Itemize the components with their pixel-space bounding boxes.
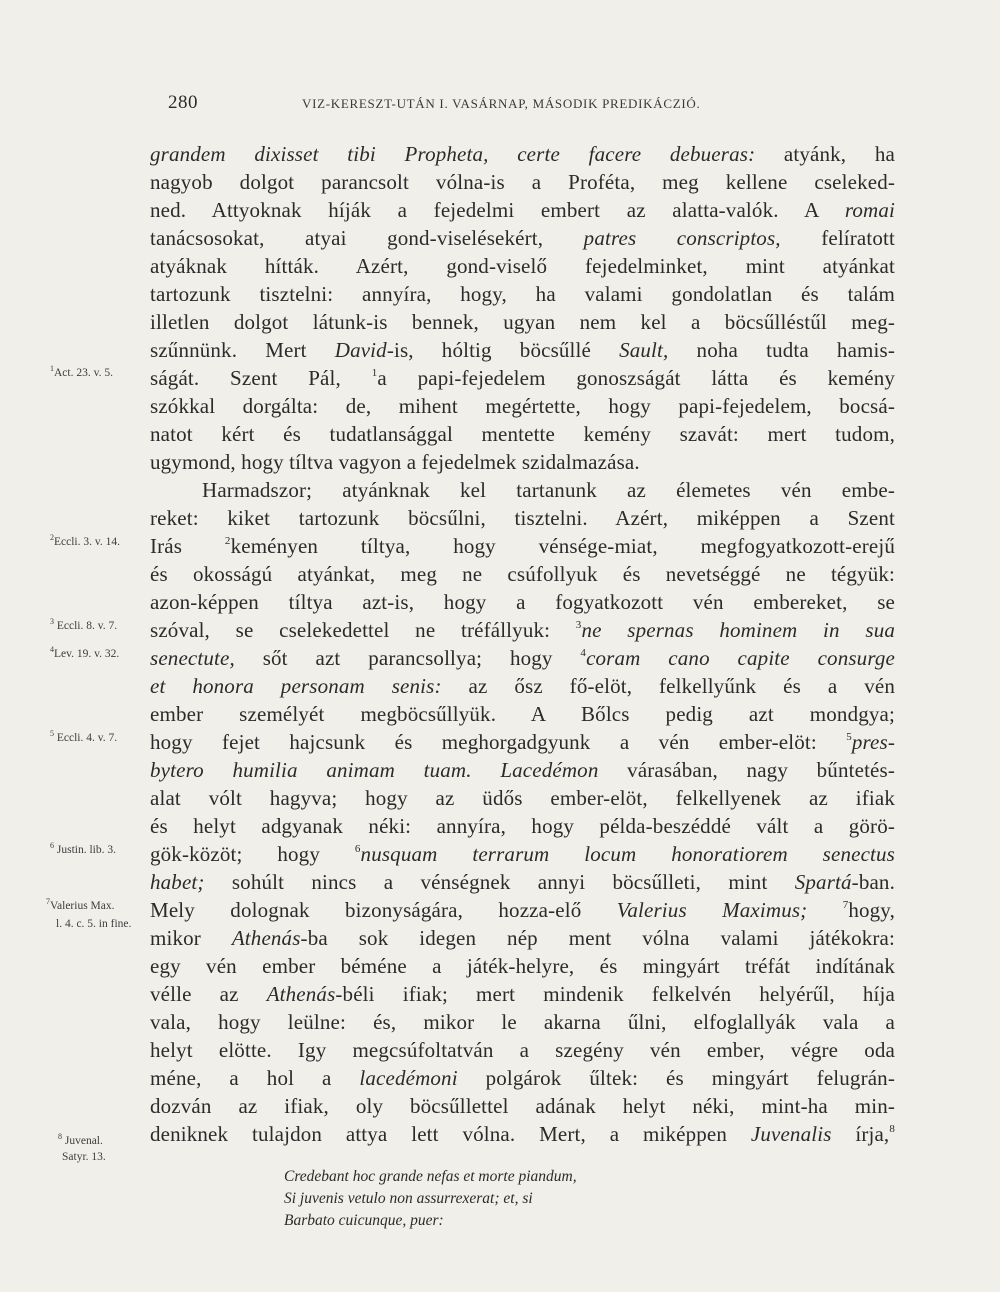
- text-line: atyáknak hítták. Azért, gond-viselő fejedelminket, mint atyánkat: [150, 254, 895, 278]
- text-line: Mely dolognak bizonyságára, hozza-elő Valerius Maximus; $^7$hogy,: [150, 898, 895, 922]
- text-line: habet; sohúlt nincs a vénségnek annyi böcsűlleti, mint Spartá-ban.: [150, 870, 895, 894]
- verse-quote: [284, 1166, 784, 1232]
- page-number: 280: [168, 92, 198, 113]
- margin-note: Satyr. 13.: [62, 1151, 106, 1163]
- margin-note: $^3$ Eccli. 8. v. 7.: [50, 617, 118, 632]
- margin-note: l. 4. c. 5. in fine.: [56, 918, 132, 930]
- text-line: deniknek tulajdon attya lett vólna. Mert, a miképpen Juvenalis írja,$^8$: [150, 1122, 895, 1146]
- text-line: és okosságú atyánkat, meg ne csúfollyuk és nevetséggé ne tégyük:: [150, 562, 895, 586]
- text-line: tartozunk tisztelni: annyíra, hogy, ha valami gondolatlan és talám: [150, 282, 895, 306]
- text-line: illetlen dolgot látunk-is bennek, ugyan nem kel a böcsűlléstűl meg-: [150, 310, 895, 334]
- text-line: ned. Attyoknak híják a fejedelmi embert az alatta-valók. A romai: [150, 198, 895, 222]
- text-line: reket: kiket tartozunk böcsűlni, tisztelni. Azért, miképpen a Szent: [150, 506, 895, 530]
- running-head: [168, 92, 898, 122]
- text-line: mikor Athenás-ba sok idegen nép ment vólna valami játékokra:: [150, 926, 895, 950]
- text-line: ember személyét megböcsűllyük. A Bőlcs pedig azt mondgya;: [150, 702, 895, 726]
- text-line: senectute, sőt azt parancsollya; hogy $^4$coram cano capite consurge: [150, 646, 895, 670]
- margin-note: $^6$ Justin. lib. 3.: [50, 841, 116, 856]
- margin-note: $^4$Lev. 19. v. 32.: [50, 645, 120, 660]
- text-line: azon-képpen tíltya azt-is, hogy a fogyatkozott vén embereket, se: [150, 590, 895, 614]
- text-line: nagyob dolgot parancsolt vólna-is a Proféta, meg kellene cseleked-: [150, 170, 895, 194]
- text-line: szűnnünk. Mert David-is, hóltig böcsűllé Sault, noha tudta hamis-: [150, 338, 895, 362]
- text-line: vélle az Athenás-béli ifiak; mert mindenik felkelvén helyérűl, híja: [150, 982, 895, 1006]
- text-line: ugymond, hogy tíltva vagyon a fejedelmek szidalmazása.: [150, 450, 640, 474]
- text-line: szókkal dorgálta: de, mihent megértette, hogy papi-fejedelem, bocsá-: [150, 394, 895, 418]
- text-line: méne, a hol a lacedémoni polgárok űltek: és mingyárt felugrán-: [150, 1066, 895, 1090]
- text-line: szóval, se cselekedettel ne tréfállyuk: $^3$ne spernas hominem in sua: [150, 618, 895, 642]
- text-line: gök-közöt; hogy $^6$nusquam terrarum locum honoratiorem senectus: [150, 842, 895, 866]
- verse-line: Si juvenis vetulo non assurrexerat; et, si: [284, 1190, 533, 1207]
- margin-note: $^2$Eccli. 3. v. 14.: [50, 533, 121, 548]
- text-line: egy vén ember béméne a játék-helyre, és mingyárt tréfát indítának: [150, 954, 895, 978]
- text-line: dozván az ifiak, oly böcsűllettel adának helyt néki, mint-ha min-: [150, 1094, 895, 1118]
- running-title: VIZ-KERESZT-UTÁN I. VASÁRNAP, MÁSODIK PREDIKÁCZIÓ.: [302, 96, 701, 111]
- text-line: tanácsosokat, atyai gond-viselésekért, patres conscriptos, felíratott: [150, 226, 896, 250]
- text-line: bytero humilia animam tuam. Lacedémon várasában, nagy bűntetés-: [150, 758, 895, 782]
- margin-note: $^8$ Juvenal.: [58, 1132, 103, 1147]
- margin-note: $^5$ Eccli. 4. v. 7.: [50, 729, 118, 744]
- text-line: és helyt adgyanak néki: annyíra, hogy példa-beszéddé vált a görö-: [150, 814, 895, 838]
- text-line: hogy fejet hajcsunk és meghorgadgyunk a vén ember-elöt: $^5$pres-: [150, 730, 895, 754]
- margin-notes: [0, 0, 160, 1292]
- verse-line: Barbato cuicunque, puer:: [284, 1212, 444, 1229]
- margin-note: $^7$Valerius Max.: [46, 897, 115, 912]
- text-line: alat vólt hagyva; hogy az üdős ember-elöt, felkellyenek az ifiak: [150, 786, 895, 810]
- text-line: natot kért és tudatlansággal mentette kemény szavát: mert tudom,: [150, 422, 895, 446]
- text-line: grandem dixisset tibi Propheta, certe facere debueras: atyánk, ha: [150, 142, 895, 166]
- margin-note: $^1$Act. 23. v. 5.: [50, 364, 113, 379]
- text-line: Irás $^2$keményen tíltya, hogy vénsége-miat, megfogyatkozott-erejű: [150, 534, 896, 558]
- text-line: helyt elötte. Igy megcsúfoltatván a szegény vén ember, végre oda: [150, 1038, 895, 1062]
- text-line: vala, hogy leülne: és, mikor le akarna űlni, elfoglallyák vala a: [150, 1010, 895, 1034]
- text-line: Harmadszor; atyánknak kel tartanunk az élemetes vén embe-: [202, 478, 895, 502]
- text-line: ságát. Szent Pál, $^1$a papi-fejedelem gonoszságát látta és kemény: [150, 366, 896, 390]
- text-line: et honora personam senis: az ősz fő-elöt, felkellyűnk és a vén: [150, 674, 895, 698]
- verse-line: Credebant hoc grande nefas et morte piandum,: [284, 1168, 577, 1185]
